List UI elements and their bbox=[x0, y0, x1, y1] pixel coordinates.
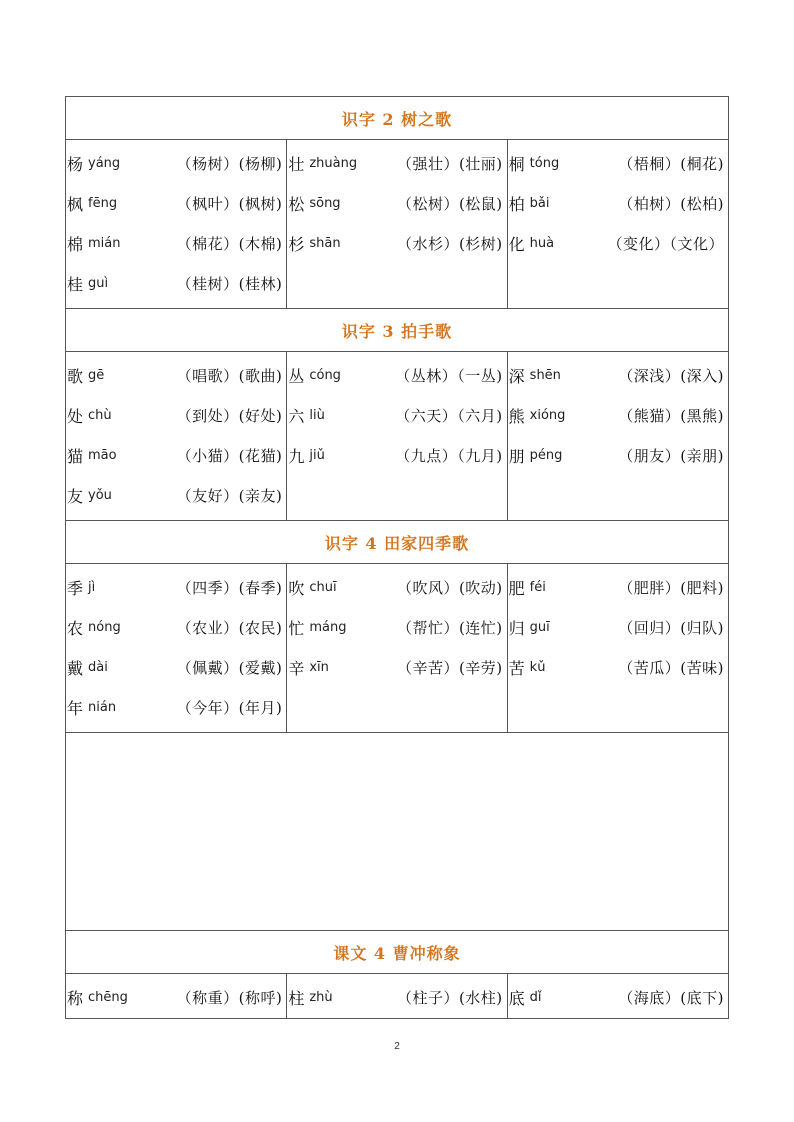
character: 六 bbox=[288, 406, 305, 426]
pinyin: māo bbox=[88, 447, 117, 463]
character: 归 bbox=[508, 618, 525, 638]
pinyin: yáng bbox=[88, 155, 121, 171]
vocab-entry bbox=[66, 567, 286, 607]
vocab-entry bbox=[66, 435, 286, 475]
example-words: （朋友）(亲朋) bbox=[618, 446, 724, 465]
example-words: （水杉）(杉树) bbox=[396, 234, 503, 253]
example-words: （松树）(松鼠) bbox=[396, 194, 503, 213]
pinyin: zhù bbox=[309, 989, 333, 1005]
vocab-entry bbox=[508, 183, 728, 223]
pinyin: liù bbox=[309, 407, 325, 423]
character: 忙 bbox=[288, 618, 305, 638]
character: 深 bbox=[508, 366, 525, 386]
vocab-entry bbox=[287, 143, 506, 183]
character: 柱 bbox=[288, 988, 305, 1008]
page-number: 2 bbox=[394, 1041, 400, 1052]
pinyin: xīn bbox=[309, 659, 329, 675]
pinyin: dài bbox=[88, 659, 108, 675]
pinyin: chuī bbox=[309, 579, 337, 595]
pinyin: nóng bbox=[88, 619, 121, 635]
vocab-entry bbox=[66, 647, 286, 687]
example-words: （唱歌）(歌曲) bbox=[176, 366, 283, 385]
character: 杉 bbox=[288, 234, 305, 254]
pinyin: fēng bbox=[88, 195, 118, 211]
character: 松 bbox=[288, 194, 305, 214]
example-words: （丛林）（一丛) bbox=[395, 366, 503, 385]
character: 杨 bbox=[67, 154, 84, 174]
character: 熊 bbox=[508, 406, 525, 426]
column bbox=[66, 974, 286, 1018]
pinyin: jiǔ bbox=[309, 447, 325, 463]
pinyin: zhuàng bbox=[309, 155, 358, 171]
example-words: （海底）(底下) bbox=[618, 988, 724, 1007]
pinyin: guì bbox=[88, 275, 109, 291]
pinyin: huà bbox=[529, 235, 555, 251]
pinyin: nián bbox=[88, 699, 117, 715]
example-words: （深浅）(深入) bbox=[618, 366, 724, 385]
vocab-entry bbox=[287, 435, 506, 475]
pinyin: yǒu bbox=[88, 487, 112, 503]
example-words: （四季）(春季) bbox=[176, 578, 283, 597]
column bbox=[286, 140, 506, 308]
pinyin: kǔ bbox=[529, 659, 546, 675]
blank-area bbox=[66, 733, 728, 931]
vocab-entry bbox=[66, 263, 286, 303]
pinyin: cóng bbox=[309, 367, 341, 383]
example-words: （到处）(好处) bbox=[176, 406, 283, 425]
character: 化 bbox=[508, 234, 525, 254]
example-words: （回归）(归队) bbox=[618, 618, 724, 637]
pinyin: mián bbox=[88, 235, 121, 251]
pinyin: jì bbox=[88, 579, 96, 595]
pinyin: guī bbox=[529, 619, 550, 635]
pinyin: gē bbox=[88, 367, 105, 383]
example-words: （枫叶）(枫树) bbox=[176, 194, 283, 213]
column bbox=[507, 564, 728, 732]
character: 猫 bbox=[67, 446, 84, 466]
vocab-entry bbox=[287, 223, 506, 263]
example-words: （肥胖）(肥料) bbox=[618, 578, 724, 597]
example-words: （六天）（六月) bbox=[395, 406, 503, 425]
pinyin: máng bbox=[309, 619, 347, 635]
character: 辛 bbox=[288, 658, 305, 678]
pinyin: féi bbox=[529, 579, 546, 595]
vocab-entry bbox=[66, 143, 286, 183]
vocab-entry bbox=[508, 355, 728, 395]
vocab-entry bbox=[66, 687, 286, 727]
character: 处 bbox=[67, 406, 84, 426]
character: 丛 bbox=[288, 366, 305, 386]
column bbox=[286, 564, 506, 732]
example-words: （农业）(农民) bbox=[176, 618, 283, 637]
vocab-entry bbox=[66, 183, 286, 223]
character: 戴 bbox=[67, 658, 84, 678]
vocab-entry bbox=[287, 607, 506, 647]
vocab-entry bbox=[287, 355, 506, 395]
example-words: （柱子）(水柱) bbox=[396, 988, 503, 1007]
vocab-entry bbox=[508, 395, 728, 435]
vocab-entry bbox=[508, 647, 728, 687]
character: 朋 bbox=[508, 446, 525, 466]
section-grid bbox=[66, 352, 728, 521]
vocab-entry bbox=[508, 607, 728, 647]
pinyin: shān bbox=[309, 235, 341, 251]
example-words: （今年）(年月) bbox=[176, 698, 283, 717]
vocab-entry bbox=[287, 567, 506, 607]
example-words: （梧桐）(桐花) bbox=[618, 154, 724, 173]
example-words: （桂树）(桂林) bbox=[176, 274, 283, 293]
column bbox=[66, 564, 286, 732]
pinyin: chēng bbox=[88, 989, 128, 1005]
vocabulary-table bbox=[65, 96, 729, 1019]
character: 吹 bbox=[288, 578, 305, 598]
vocab-entry bbox=[508, 143, 728, 183]
vocab-entry bbox=[66, 475, 286, 515]
section-title: 识字 4 田家四季歌 bbox=[66, 521, 728, 564]
character: 九 bbox=[288, 446, 305, 466]
vocab-entry bbox=[66, 607, 286, 647]
column bbox=[286, 352, 506, 520]
character: 底 bbox=[508, 988, 525, 1008]
example-words: （棉花）(木棉) bbox=[176, 234, 283, 253]
vocab-entry bbox=[508, 977, 728, 1017]
pinyin: xióng bbox=[529, 407, 566, 423]
vocab-entry bbox=[66, 977, 286, 1017]
section-grid bbox=[66, 564, 728, 733]
example-words: （强壮）(壮丽) bbox=[396, 154, 503, 173]
character: 苦 bbox=[508, 658, 525, 678]
example-words: （称重）(称呼) bbox=[176, 988, 283, 1007]
section-title: 识字 2 树之歌 bbox=[66, 97, 728, 140]
character: 棉 bbox=[67, 234, 84, 254]
column bbox=[507, 974, 728, 1018]
section-grid bbox=[66, 974, 728, 1018]
vocab-entry bbox=[66, 355, 286, 395]
vocab-entry bbox=[287, 183, 506, 223]
vocab-entry bbox=[287, 647, 506, 687]
section-title: 课文 4 曹冲称象 bbox=[66, 931, 728, 974]
vocab-entry bbox=[287, 395, 506, 435]
pinyin: bǎi bbox=[529, 195, 550, 211]
column bbox=[507, 140, 728, 308]
vocab-entry bbox=[66, 223, 286, 263]
character: 壮 bbox=[288, 154, 305, 174]
vocab-entry bbox=[508, 223, 728, 263]
example-words: （佩戴）(爱戴) bbox=[176, 658, 283, 677]
pinyin: sōng bbox=[309, 195, 341, 211]
section-grid bbox=[66, 140, 728, 309]
pinyin: péng bbox=[529, 447, 563, 463]
character: 桂 bbox=[67, 274, 84, 294]
pinyin: tóng bbox=[529, 155, 560, 171]
example-words: （吹风）(吹动) bbox=[396, 578, 503, 597]
example-words: （杨树）(杨柳) bbox=[176, 154, 283, 173]
character: 农 bbox=[67, 618, 84, 638]
example-words: （友好）(亲友) bbox=[176, 486, 283, 505]
section-title: 识字 3 拍手歌 bbox=[66, 309, 728, 352]
example-words: （熊猫）(黑熊) bbox=[618, 406, 724, 425]
vocab-entry bbox=[66, 395, 286, 435]
character: 季 bbox=[67, 578, 84, 598]
example-words: （柏树）(松柏) bbox=[618, 194, 724, 213]
example-words: （帮忙）(连忙) bbox=[396, 618, 503, 637]
vocab-entry bbox=[508, 435, 728, 475]
column bbox=[286, 974, 506, 1018]
character: 枫 bbox=[67, 194, 84, 214]
pinyin: dǐ bbox=[529, 989, 542, 1005]
pinyin: shēn bbox=[529, 367, 561, 383]
character: 肥 bbox=[508, 578, 525, 598]
pinyin: chù bbox=[88, 407, 112, 423]
character: 年 bbox=[67, 698, 84, 718]
column bbox=[66, 140, 286, 308]
character: 友 bbox=[67, 486, 84, 506]
character: 桐 bbox=[508, 154, 525, 174]
column bbox=[507, 352, 728, 520]
vocab-entry bbox=[508, 567, 728, 607]
example-words: （小猫）(花猫) bbox=[176, 446, 283, 465]
example-words: （辛苦）(辛劳) bbox=[396, 658, 503, 677]
example-words: （九点）（九月) bbox=[395, 446, 503, 465]
vocab-entry bbox=[287, 977, 506, 1017]
character: 歌 bbox=[67, 366, 84, 386]
example-words: （变化）（文化） bbox=[607, 234, 724, 253]
column bbox=[66, 352, 286, 520]
character: 柏 bbox=[508, 194, 525, 214]
example-words: （苦瓜）(苦味) bbox=[618, 658, 724, 677]
character: 称 bbox=[67, 988, 84, 1008]
